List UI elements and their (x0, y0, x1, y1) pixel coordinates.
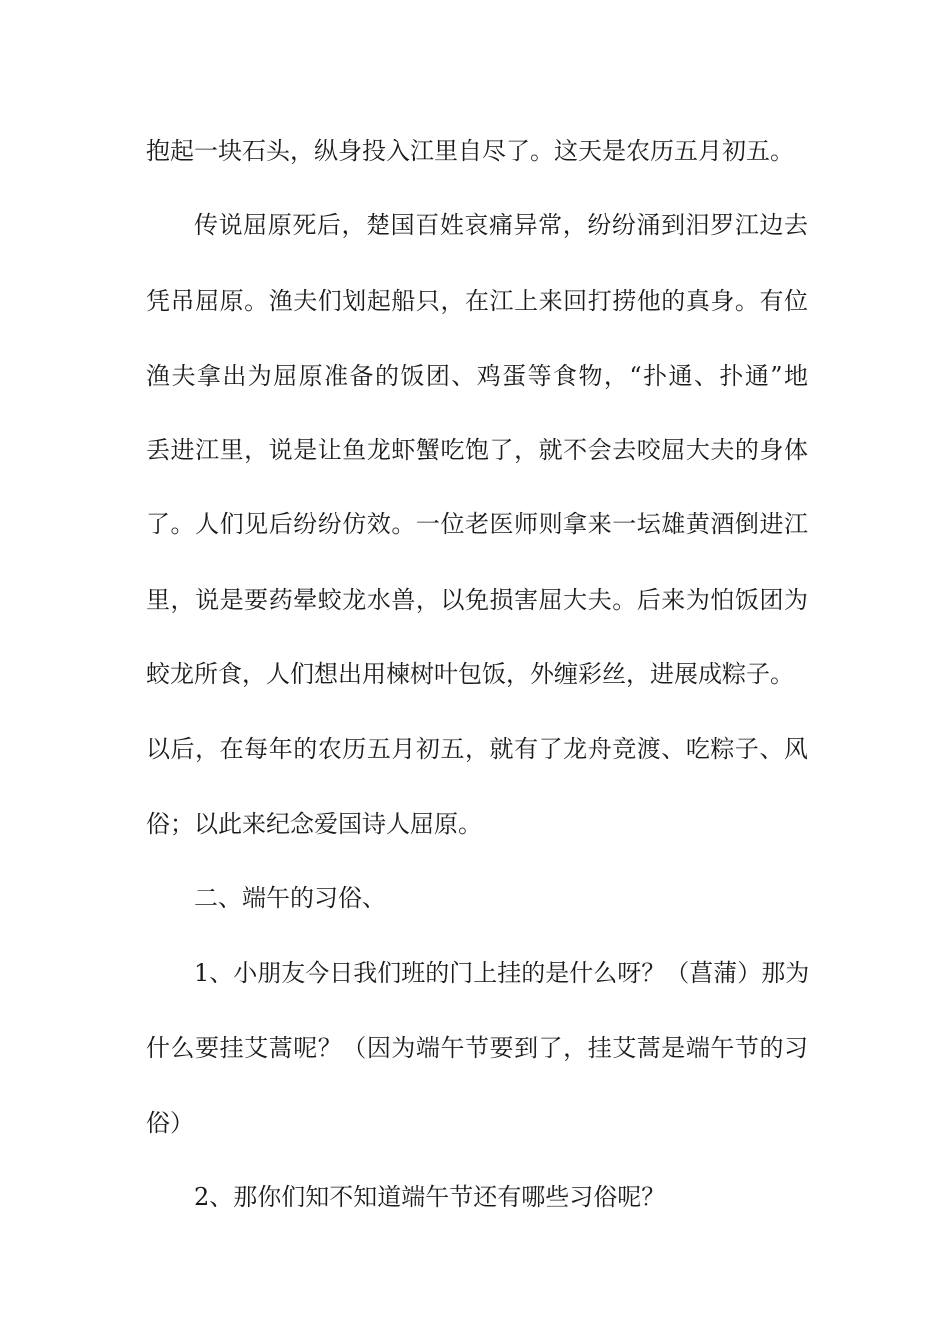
text-line: 俗；以此来纪念爱国诗人屈原。 (146, 810, 482, 838)
list-item-first-line: 2、那你们知不知道端午节还有哪些习俗呢？ (194, 1183, 666, 1211)
text-line: 抱起一块石头，纵身投入江里自尽了。这天是农历五月初五。 (146, 137, 794, 165)
text-line: 什么要挂艾蒿呢？（因为端午节要到了，挂艾蒿是端午节的习 (146, 1034, 808, 1062)
text-line: 丢进江里，说是让鱼龙虾蟹吃饱了，就不会去咬屈大夫的身体 (146, 436, 808, 464)
text-line: 渔夫拿出为屈原准备的饭团、鸡蛋等食物，“扑通、扑通”地 (146, 362, 808, 390)
text-line: 俗） (146, 1109, 194, 1137)
list-item-first-line: 1、小朋友今日我们班的门上挂的是什么呀？（菖蒲）那为 (194, 959, 810, 987)
text-line: 了。人们见后纷纷仿效。一位老医师则拿来一坛雄黄酒倒进江 (146, 510, 808, 538)
text-line: 里，说是要药晕蛟龙水兽，以免损害屈大夫。后来为怕饭团为 (146, 586, 808, 614)
section-heading: 二、端午的习俗、 (194, 884, 386, 912)
text-line: 以后，在每年的农历五月初五，就有了龙舟竞渡、吃粽子、风 (146, 735, 808, 763)
text-line: 凭吊屈原。渔夫们划起船只，在江上来回打捞他的真身。有位 (146, 287, 808, 315)
text-line: 蛟龙所食，人们想出用楝树叶包饭，外缠彩丝，进展成粽子。 (146, 660, 794, 688)
paragraph-first-line: 传说屈原死后，楚国百姓哀痛异常，纷纷涌到汨罗江边去 (194, 211, 808, 239)
